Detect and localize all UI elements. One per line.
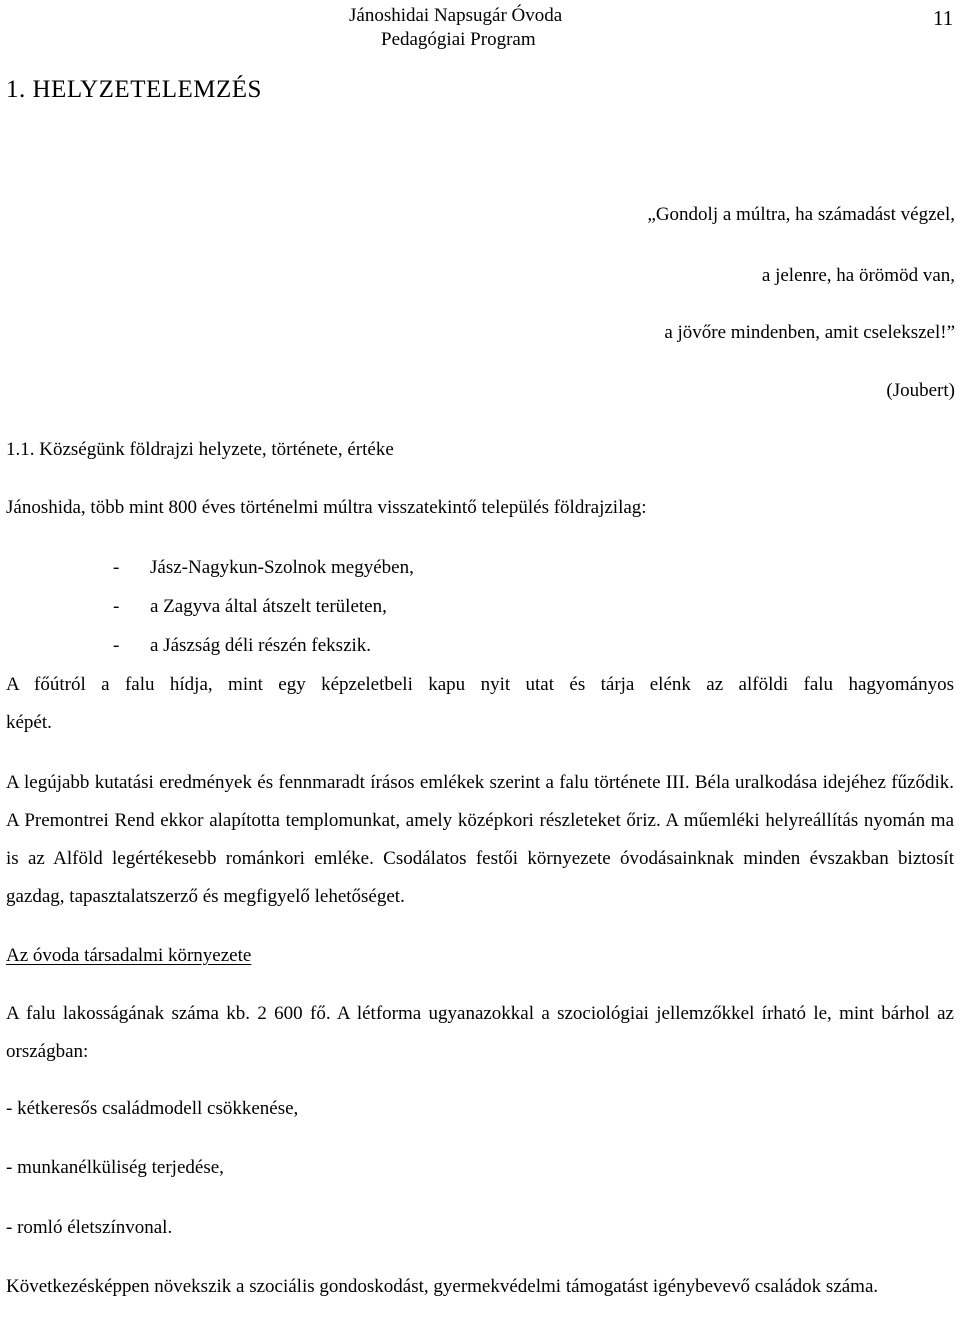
section-heading — [6, 439, 394, 461]
header-institution: Jánoshidai Napsugár Óvoda — [349, 5, 563, 26]
conclusion-paragraph: Következésképpen növekszik a szociális gondoskodást, gyermekvédelmi támogatást igénybevevő családok száma. — [6, 1276, 879, 1297]
list-item-text: a Zagyva által átszelt területen, — [150, 596, 387, 617]
list-item: - munkanélküliség terjedése, — [6, 1157, 224, 1178]
list-item — [113, 635, 371, 657]
bridge-paragraph-line-2: képét. — [6, 712, 52, 733]
history-paragraph: A legújabb kutatási eredmények és fennmaradt írásos emlékek szerint a falu története III. Béla uralkodása idejéhez fűződik. A Premontrei Rend ekkor alapította templomunkat, amely középkori részleteket őriz. A műemléki helyreállítás nyomán ma is az Alföld legértékesebb románkori emléke. Csodálatos festői környezete óvodásainknak minden évszakban biztosít gazdag, tapasztalatszerző és megfigyelő lehetőséget. — [6, 772, 954, 907]
bullet-dash: - — [113, 635, 120, 656]
bridge-paragraph-line-1: A főútról a falu hídja, mint egy képzeletbeli kapu nyit utat és tárja elénk az alföldi falu hagyományos — [6, 674, 954, 695]
section-number: 1.1. — [6, 439, 35, 460]
quote-author: (Joubert) — [886, 380, 955, 401]
quote-line-2: a jelenre, ha örömöd van, — [761, 265, 955, 286]
header-program: Pedagógiai Program — [381, 29, 536, 50]
list-item — [113, 596, 387, 618]
quote-line-3: a jövőre mindenben, amit cselekszel!” — [664, 322, 955, 343]
list-item-text: Jász-Nagykun-Szolnok megyében, — [150, 557, 414, 578]
list-item — [113, 557, 414, 579]
page-number: 11 — [933, 6, 954, 30]
list-item-text: a Jászság déli részén fekszik. — [150, 635, 372, 656]
quote-line-1: „Gondolj a múltra, ha számadást végzel, — [647, 204, 955, 225]
bullet-dash: - — [113, 596, 120, 617]
list-item: - romló életszínvonal. — [6, 1217, 173, 1238]
section-title: Községünk földrajzi helyzete, története, értéke — [39, 439, 394, 460]
chapter-title: 1. HELYZETELEMZÉS — [6, 76, 262, 103]
list-item: - kétkeresős családmodell csökkenése, — [6, 1098, 299, 1119]
bullet-dash: - — [113, 557, 120, 578]
intro-paragraph: Jánoshida, több mint 800 éves történelmi múltra visszatekintő település földrajzilag: — [6, 497, 647, 518]
population-paragraph: A falu lakosságának száma kb. 2 600 fő. A létforma ugyanazokkal a szociológiai jellemzőkkel írható le, mint bárhol az országban: — [6, 1003, 954, 1062]
social-heading: Az óvoda társadalmi környezete — [6, 945, 252, 966]
